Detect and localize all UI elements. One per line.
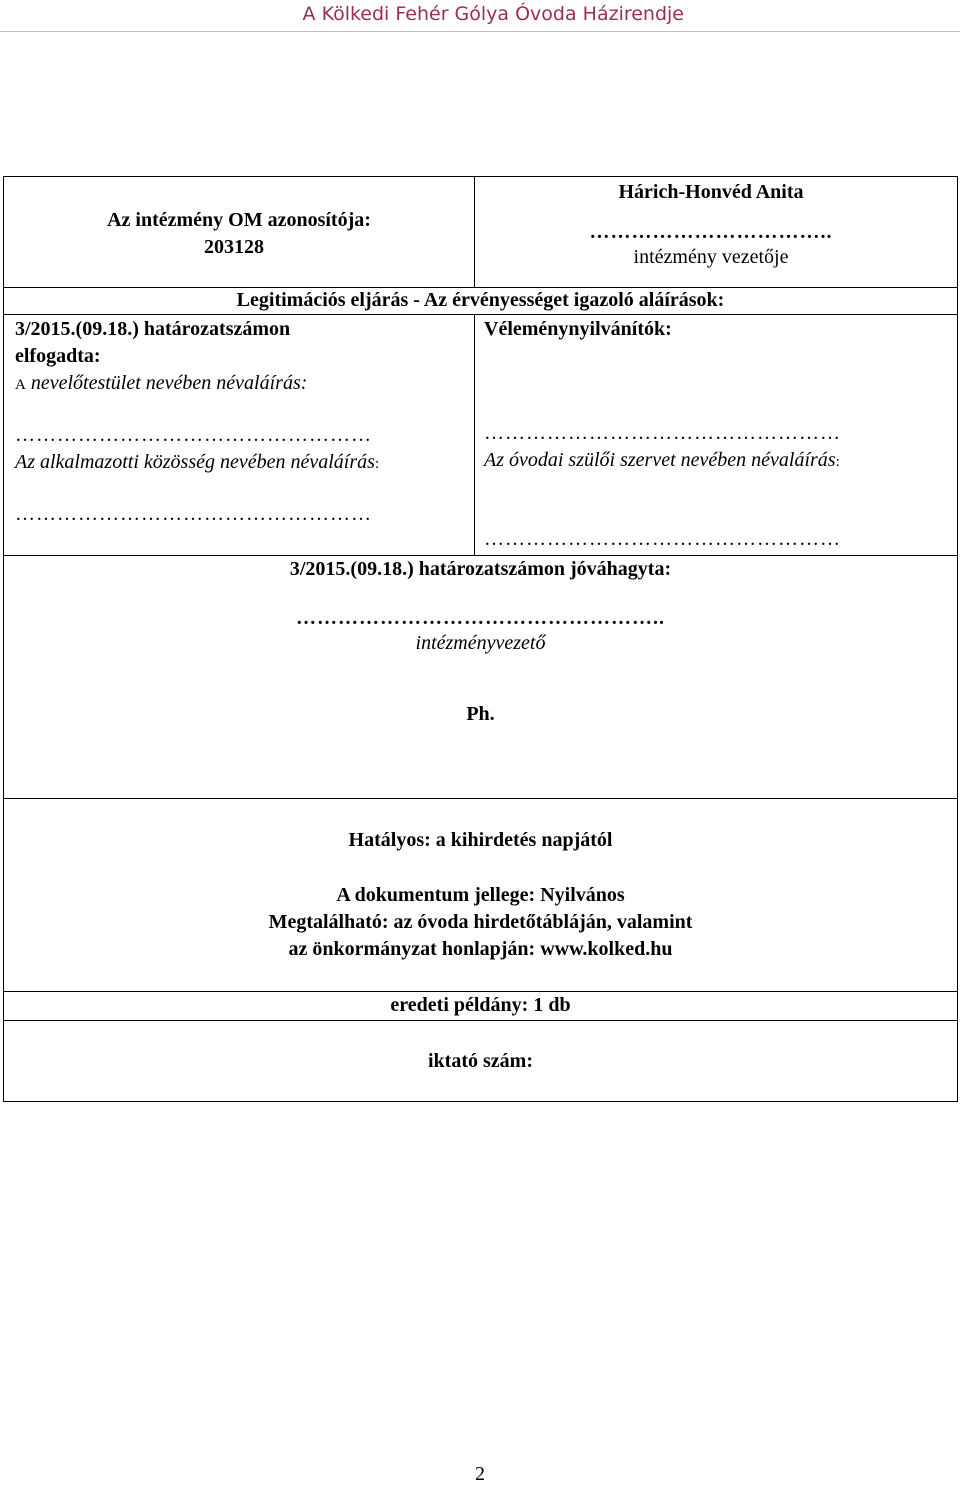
staff-signature-line: …………………………………………… xyxy=(15,424,372,446)
adopted-label: elfogadta: xyxy=(15,345,101,367)
effective-date: Hatályos: a kihirdetés napjától xyxy=(348,829,613,851)
filing-row xyxy=(4,1021,958,1102)
parents-signature-line: …………………………………………… xyxy=(484,422,841,444)
employee-signature-label: Az alkalmazotti közösség nevében névaláírás: xyxy=(15,451,380,473)
page-number: 2 xyxy=(475,1463,485,1485)
opinions-heading: Véleménynyilvánítók: xyxy=(484,318,672,340)
opinions-cell xyxy=(475,315,958,556)
approval-heading: 3/2015.(09.18.) határozatszámon jóváhagyta: xyxy=(289,558,672,580)
om-number: 203128 xyxy=(204,236,264,258)
parents-signature-line-2: …………………………………………… xyxy=(484,528,841,550)
stamp-label: Ph. xyxy=(466,703,495,725)
filing-cell xyxy=(4,1021,958,1102)
signature-table xyxy=(3,176,958,1102)
document-title: A Kölkedi Fehér Gólya Óvoda Házirendje xyxy=(302,3,684,25)
document-nature: A dokumentum jellege: Nyilvános xyxy=(336,884,625,906)
adopted-resolution: 3/2015.(09.18.) határozatszámon xyxy=(15,318,291,340)
signatures-row xyxy=(4,315,958,556)
copies-row xyxy=(4,992,958,1021)
original-copies: eredeti példány: 1 db xyxy=(4,992,958,1021)
staff-signature-label: A nevelőtestület nevében névaláírás: xyxy=(15,372,308,394)
om-label: Az intézmény OM azonosítója: xyxy=(107,209,371,231)
leader-role: intézmény vezetője xyxy=(633,246,789,268)
filing-number-label: iktató szám: xyxy=(428,1050,533,1072)
approval-cell xyxy=(4,556,958,799)
leader-signature-line: …………………………….. xyxy=(589,221,833,243)
adopted-cell xyxy=(4,315,475,556)
leader-name: Hárich-Honvéd Anita xyxy=(618,181,804,203)
approval-signature-line: …………………………………………….. xyxy=(296,607,665,629)
om-cell xyxy=(4,177,475,288)
om-leader-row xyxy=(4,177,958,288)
employee-signature-line: …………………………………………… xyxy=(15,503,372,525)
header-divider xyxy=(0,31,960,32)
legitimacy-row xyxy=(4,288,958,315)
approval-row xyxy=(4,556,958,799)
validity-cell xyxy=(4,799,958,992)
availability-line-2: az önkormányzat honlapján: www.kolked.hu xyxy=(288,938,673,960)
approval-role: intézményvezető xyxy=(415,632,546,654)
parents-signature-label: Az óvodai szülői szervet nevében névaláírás: xyxy=(484,449,840,471)
leader-cell xyxy=(475,177,958,288)
legitimacy-heading: Legitimációs eljárás - Az érvényességet igazoló aláírások: xyxy=(4,288,958,315)
validity-row xyxy=(4,799,958,992)
availability-line-1: Megtalálható: az óvoda hirdetőtábláján, valamint xyxy=(268,911,693,933)
page-header xyxy=(0,0,960,30)
